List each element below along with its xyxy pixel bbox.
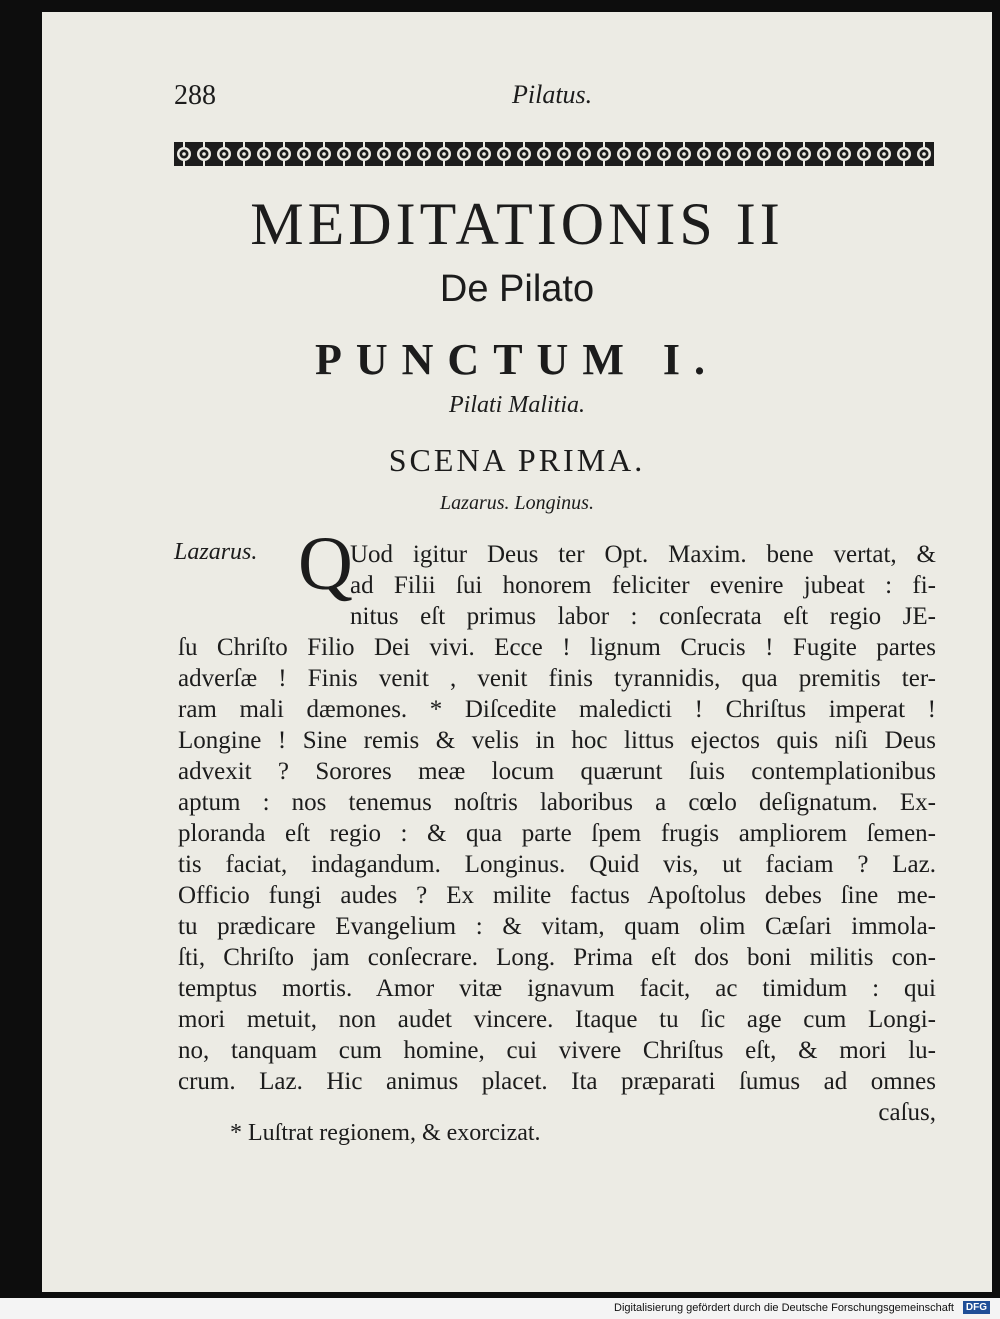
ornament-border [174, 138, 934, 170]
text-line: crum. Laz. Hic animus placet. Ita præparati ſumus ad omnes [178, 1068, 936, 1095]
text-line: tis faciat, indagandum. Longinus. Quid vis, ut faciam ? Laz. [178, 851, 936, 878]
digitization-credit: Digitalisierung gefördert durch die Deutsche Forschungsgemeinschaft [610, 1302, 958, 1314]
punctum-heading: PUNCTUM I. [315, 335, 719, 384]
text-line: nitus eſt primus labor : conſecrata eſt regio JE- [350, 603, 936, 630]
text-line: advexit ? Sorores meæ locum quærunt ſuis contemplationibus [178, 758, 936, 785]
text-line: tu prædicare Evangelium : & vitam, quam olim Cæſari immola- [178, 913, 936, 940]
text-line: temptus mortis. Amor vitæ ignavum facit, ac timidum : qui [178, 975, 936, 1002]
running-head: Pilatus. [512, 80, 593, 109]
text-line: ram mali dæmones. * Diſcedite maledicti ! Chriſtus imperat ! [178, 696, 936, 723]
page-title: MEDITATIONIS II [250, 191, 784, 257]
text-line: ploranda eſt regio : & qua parte ſpem frugis ampliorem ſemen- [178, 820, 936, 847]
text-line: ad Filii ſui honorem feliciter evenire jubeat : fi- [350, 572, 936, 599]
book-page [42, 12, 992, 1292]
footnote: * Luſtrat regionem, & exorcizat. [230, 1120, 541, 1146]
text-line: adverſæ ! Finis venit , venit finis tyrannidis, qua premitis ter- [178, 665, 936, 692]
subtitle: De Pilato [439, 268, 595, 310]
text-line: no, tanquam cum homine, cui vivere Chriſtus eſt, & mori lu- [178, 1037, 936, 1064]
punctum-subheading: Pilati Malitia. [449, 392, 585, 418]
persons-line: Lazarus. Longinus. [440, 492, 594, 514]
ornament-pattern-icon [174, 138, 934, 170]
text-line: ſu Chriſto Filio Dei vivi. Ecce ! lignum Crucis ! Fugite partes [178, 634, 936, 661]
text-line: Longine ! Sine remis & velis in hoc littus ejectos quis niſi Deus [178, 727, 936, 754]
text-line: Uod igitur Deus ter Opt. Maxim. bene vertat, & [350, 541, 936, 568]
text-line: mori metuit, non audet vincere. Itaque tu ſic age cum Longi- [178, 1006, 936, 1033]
scene-heading: SCENA PRIMA. [388, 442, 646, 478]
text-line: aptum : nos tenemus noſtris laboribus a cœlo deſignatum. Ex- [178, 789, 936, 816]
dfg-logo: DFG [963, 1301, 990, 1314]
text-line: ſti, Chriſto jam conſecrare. Long. Prima eſt dos boni militis con- [178, 944, 936, 971]
page-number: 288 [174, 80, 216, 111]
text-line: Officio fungi audes ? Ex milite factus Apoſtolus debes ſine me- [178, 882, 936, 909]
catchword: caſus, [878, 1099, 936, 1126]
speaker-label: Lazarus. [174, 539, 258, 565]
drop-cap: Q [298, 522, 353, 606]
